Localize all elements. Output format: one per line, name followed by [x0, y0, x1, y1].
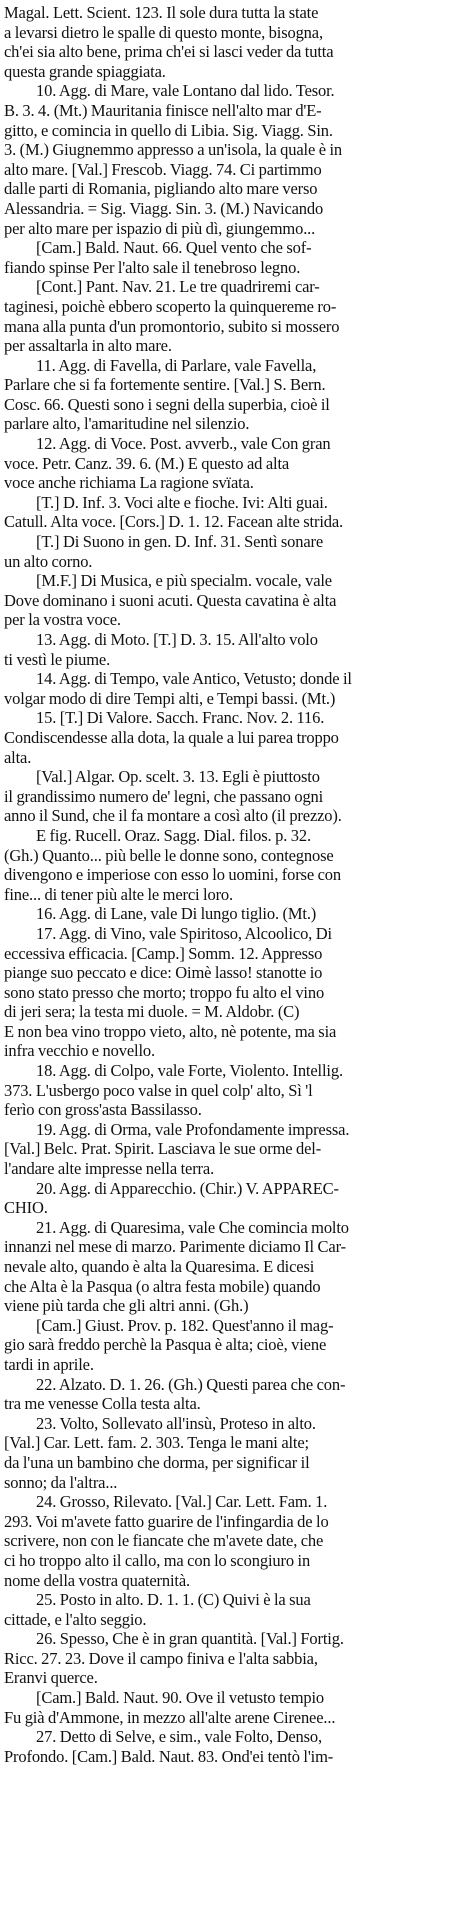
text-line: 18. Agg. di Colpo, vale Forte, Violento. Intellig.: [36, 1061, 343, 1081]
text-line: da l'una un bambino che dorma, per significar il: [4, 1452, 310, 1472]
text-line: taginesi, poichè ebbero scoperto la quinquereme ro-: [4, 296, 337, 316]
text-line: E non bea vino troppo vieto, alto, nè potente, ma sia: [4, 1021, 337, 1041]
text-line: anno il Sund, che il fa montare a così alto (il prezzo).: [4, 806, 342, 826]
text-line: 11. Agg. di Favella, di Parlare, vale Favella,: [36, 355, 317, 375]
text-line: questa grande spiaggiata.: [4, 61, 166, 81]
text-line: 20. Agg. di Apparecchio. (Chir.) V. APPAREC-: [36, 1178, 339, 1198]
text-line: parlare alto, l'amaritudine nel silenzio.: [4, 414, 250, 434]
text-line: [Val.] Algar. Op. scelt. 3. 13. Egli è piuttosto: [36, 767, 320, 787]
text-line: Profondo. [Cam.] Bald. Naut. 83. Ond'ei tentò l'im-: [4, 1746, 334, 1766]
text-line: tardi in aprile.: [4, 1354, 94, 1374]
text-line: che Alta è la Pasqua (o altra festa mobile) quando: [4, 1276, 321, 1296]
text-line: il grandissimo numero de' legni, che passano ogni: [4, 786, 324, 806]
text-line: 17. Agg. di Vino, vale Spiritoso, Alcoolico, Di: [36, 923, 332, 943]
text-line: innanzi nel mese di marzo. Parimente diciamo Il Car-: [4, 1237, 346, 1257]
text-line: Parlare che si fa fortemente sentire. [Val.] S. Bern.: [4, 375, 326, 395]
text-line: Eranvi querce.: [4, 1668, 98, 1688]
text-line: 19. Agg. di Orma, vale Profondamente impressa.: [36, 1119, 350, 1139]
text-line: [M.F.] Di Musica, e più specialm. vocale, vale: [36, 571, 332, 591]
text-line: un alto corno.: [4, 551, 93, 571]
text-line: ferìo con gross'asta Bassilasso.: [4, 1100, 202, 1120]
text-line: gitto, e comincia in quello di Libia. Sig. Viagg. Sin.: [4, 120, 333, 140]
text-line: [T.] Di Suono in gen. D. Inf. 31. Sentì sonare: [36, 532, 324, 552]
text-line: 13. Agg. di Moto. [T.] D. 3. 15. All'alto volo: [36, 630, 318, 649]
text-line: sonno; da l'altra...: [4, 1472, 118, 1492]
text-line: alto mare. [Val.] Frescob. Viagg. 74. Ci partimmo: [4, 159, 322, 179]
text-line: Condiscendesse alla dota, la quale a lui parea troppo: [4, 727, 339, 747]
text-line: 293. Voi m'avete fatto guarire de l'infingardia de lo: [4, 1511, 329, 1531]
dictionary-entry-column: [4, 3, 467, 1766]
text-line: [Val.] Car. Lett. fam. 2. 303. Tenga le mani alte;: [4, 1433, 309, 1453]
text-line: [T.] D. Inf. 3. Voci alte e fioche. Ivi: Alti guai.: [36, 492, 328, 512]
text-line: (Gh.) Quanto... più belle le donne sono, contegnose: [4, 845, 334, 865]
text-line: sono stato presso che morto; troppo fu alto el vino: [4, 982, 325, 1002]
text-line: piange suo peccato e dice: Oimè lasso! stanotte io: [4, 963, 323, 983]
text-line: 27. Detto di Selve, e sim., vale Folto, Denso,: [36, 1727, 322, 1747]
text-line: Cosc. 66. Questi sono i segni della superbia, cioè il: [4, 394, 330, 414]
text-line: fiando spinse Per l'alto sale il tenebroso legno.: [4, 257, 301, 277]
text-line: Magal. Lett. Scient. 123. Il sole dura tutta la state: [4, 3, 319, 22]
text-line: eccessiva efficacia. [Camp.] Somm. 12. Appresso: [4, 943, 323, 963]
text-line: [Cont.] Pant. Nav. 21. Le tre quadriremi car-: [36, 277, 320, 297]
text-line: Alessandria. = Sig. Viagg. Sin. 3. (M.) Navicando: [4, 198, 324, 218]
text-line: voce anche richiama La ragione svïata.: [4, 473, 254, 493]
text-line: Catull. Alta voce. [Cors.] D. 1. 12. Facean alte strida.: [4, 512, 343, 532]
text-line: CHIO.: [4, 1198, 48, 1218]
text-line: 373. L'usbergo poco valse in quel colp' alto, Sì 'l: [4, 1080, 313, 1100]
text-line: alta.: [4, 747, 32, 767]
text-line: 16. Agg. di Lane, vale Di lungo tiglio. (Mt.): [36, 904, 317, 924]
text-line: Dove dominano i suoni acuti. Questa cavatina è alta: [4, 590, 337, 610]
text-line: nome della vostra quaternità.: [4, 1570, 190, 1590]
text-line: [Cam.] Bald. Naut. 90. Ove il vetusto tempio: [36, 1688, 325, 1708]
text-line: 21. Agg. di Quaresima, vale Che comincia molto: [36, 1217, 349, 1237]
text-line: B. 3. 4. (Mt.) Mauritania finisce nell'alto mar d'E-: [4, 100, 322, 120]
text-line: 23. Volto, Sollevato all'insù, Proteso in alto.: [36, 1413, 316, 1433]
text-line: 15. [T.] Di Valore. Sacch. Franc. Nov. 2. 116.: [36, 708, 325, 728]
dictionary-page: [4, 3, 467, 1909]
text-line: ti vestì le piume.: [4, 649, 111, 669]
text-line: tra me venesse Colla testa alta.: [4, 1394, 201, 1414]
text-line: fine... di tener più alte le merci loro.: [4, 884, 233, 904]
text-line: scrivere, non con le fiancate che m'avete date, che: [4, 1531, 324, 1551]
text-line: a levarsi dietro le spalle di questo monte, bisogna,: [4, 22, 323, 42]
text-line: per alto mare per ispazio di più dì, giungemmo...: [4, 218, 316, 238]
text-line: 26. Spesso, Che è in gran quantità. [Val.] Fortig.: [36, 1629, 344, 1649]
text-line: di jeri sera; la testa mi duole. = M. Aldobr. (C): [4, 1002, 300, 1022]
text-line: [Cam.] Bald. Naut. 66. Quel vento che sof-: [36, 238, 312, 258]
text-line: gio sarà freddo perchè la Pasqua è alta; cioè, viene: [4, 1335, 327, 1355]
text-line: E fig. Rucell. Oraz. Sagg. Dial. filos. p. 32.: [36, 825, 311, 845]
text-line: nevale alto, quando è alta la Quaresima. E dicesi: [4, 1257, 315, 1276]
text-line: cittade, e l'alto seggio.: [4, 1609, 147, 1629]
text-line: dalle parti di Romania, pigliando alto mare verso: [4, 179, 318, 199]
text-line: voce. Petr. Canz. 39. 6. (M.) E questo ad alta: [4, 453, 290, 473]
text-line: [Cam.] Giust. Prov. p. 182. Quest'anno il mag-: [36, 1315, 334, 1335]
text-line: Fu già d'Ammone, in mezzo all'alte arene Cirenee...: [4, 1707, 336, 1727]
text-line: volgar modo di dire Tempi alti, e Tempi bassi. (Mt.): [4, 688, 336, 708]
text-line: per la vostra voce.: [4, 610, 121, 630]
text-line: ci ho troppo alto il callo, ma con lo scongiuro in: [4, 1550, 311, 1570]
text-line: per assaltarla in alto mare.: [4, 336, 172, 356]
text-line: 3. (M.) Giugnemmo appresso a un'isola, la quale è in: [4, 140, 342, 160]
text-line: 14. Agg. di Tempo, vale Antico, Vetusto; donde il: [36, 669, 352, 689]
text-line: [Val.] Belc. Prat. Spirit. Lasciava le sue orme del-: [4, 1139, 322, 1159]
text-line: mana alla punta d'un promontorio, subito si mossero: [4, 316, 340, 336]
text-line: 10. Agg. di Mare, vale Lontano dal lido. Tesor.: [36, 81, 335, 101]
text-line: ch'ei sia alto bene, prima ch'ei si lasci veder da tutta: [4, 42, 334, 62]
text-line: 24. Grosso, Rilevato. [Val.] Car. Lett. Fam. 1.: [36, 1492, 328, 1512]
text-line: 12. Agg. di Voce. Post. avverb., vale Con gran: [36, 434, 331, 454]
text-line: 25. Posto in alto. D. 1. 1. (C) Quivi è la sua: [36, 1590, 311, 1610]
text-line: divengono e imperiose con esso lo uomini, forse con: [4, 865, 341, 885]
text-line: infra vecchio e novello.: [4, 1041, 155, 1061]
text-line: l'andare alte impresse nella terra.: [4, 1159, 215, 1179]
text-line: Ricc. 27. 23. Dove il campo finiva e l'alta sabbia,: [4, 1648, 318, 1668]
text-line: 22. Alzato. D. 1. 26. (Gh.) Questi parea che con-: [36, 1374, 346, 1394]
text-line: viene più tarda che gli altri anni. (Gh.): [4, 1296, 249, 1316]
